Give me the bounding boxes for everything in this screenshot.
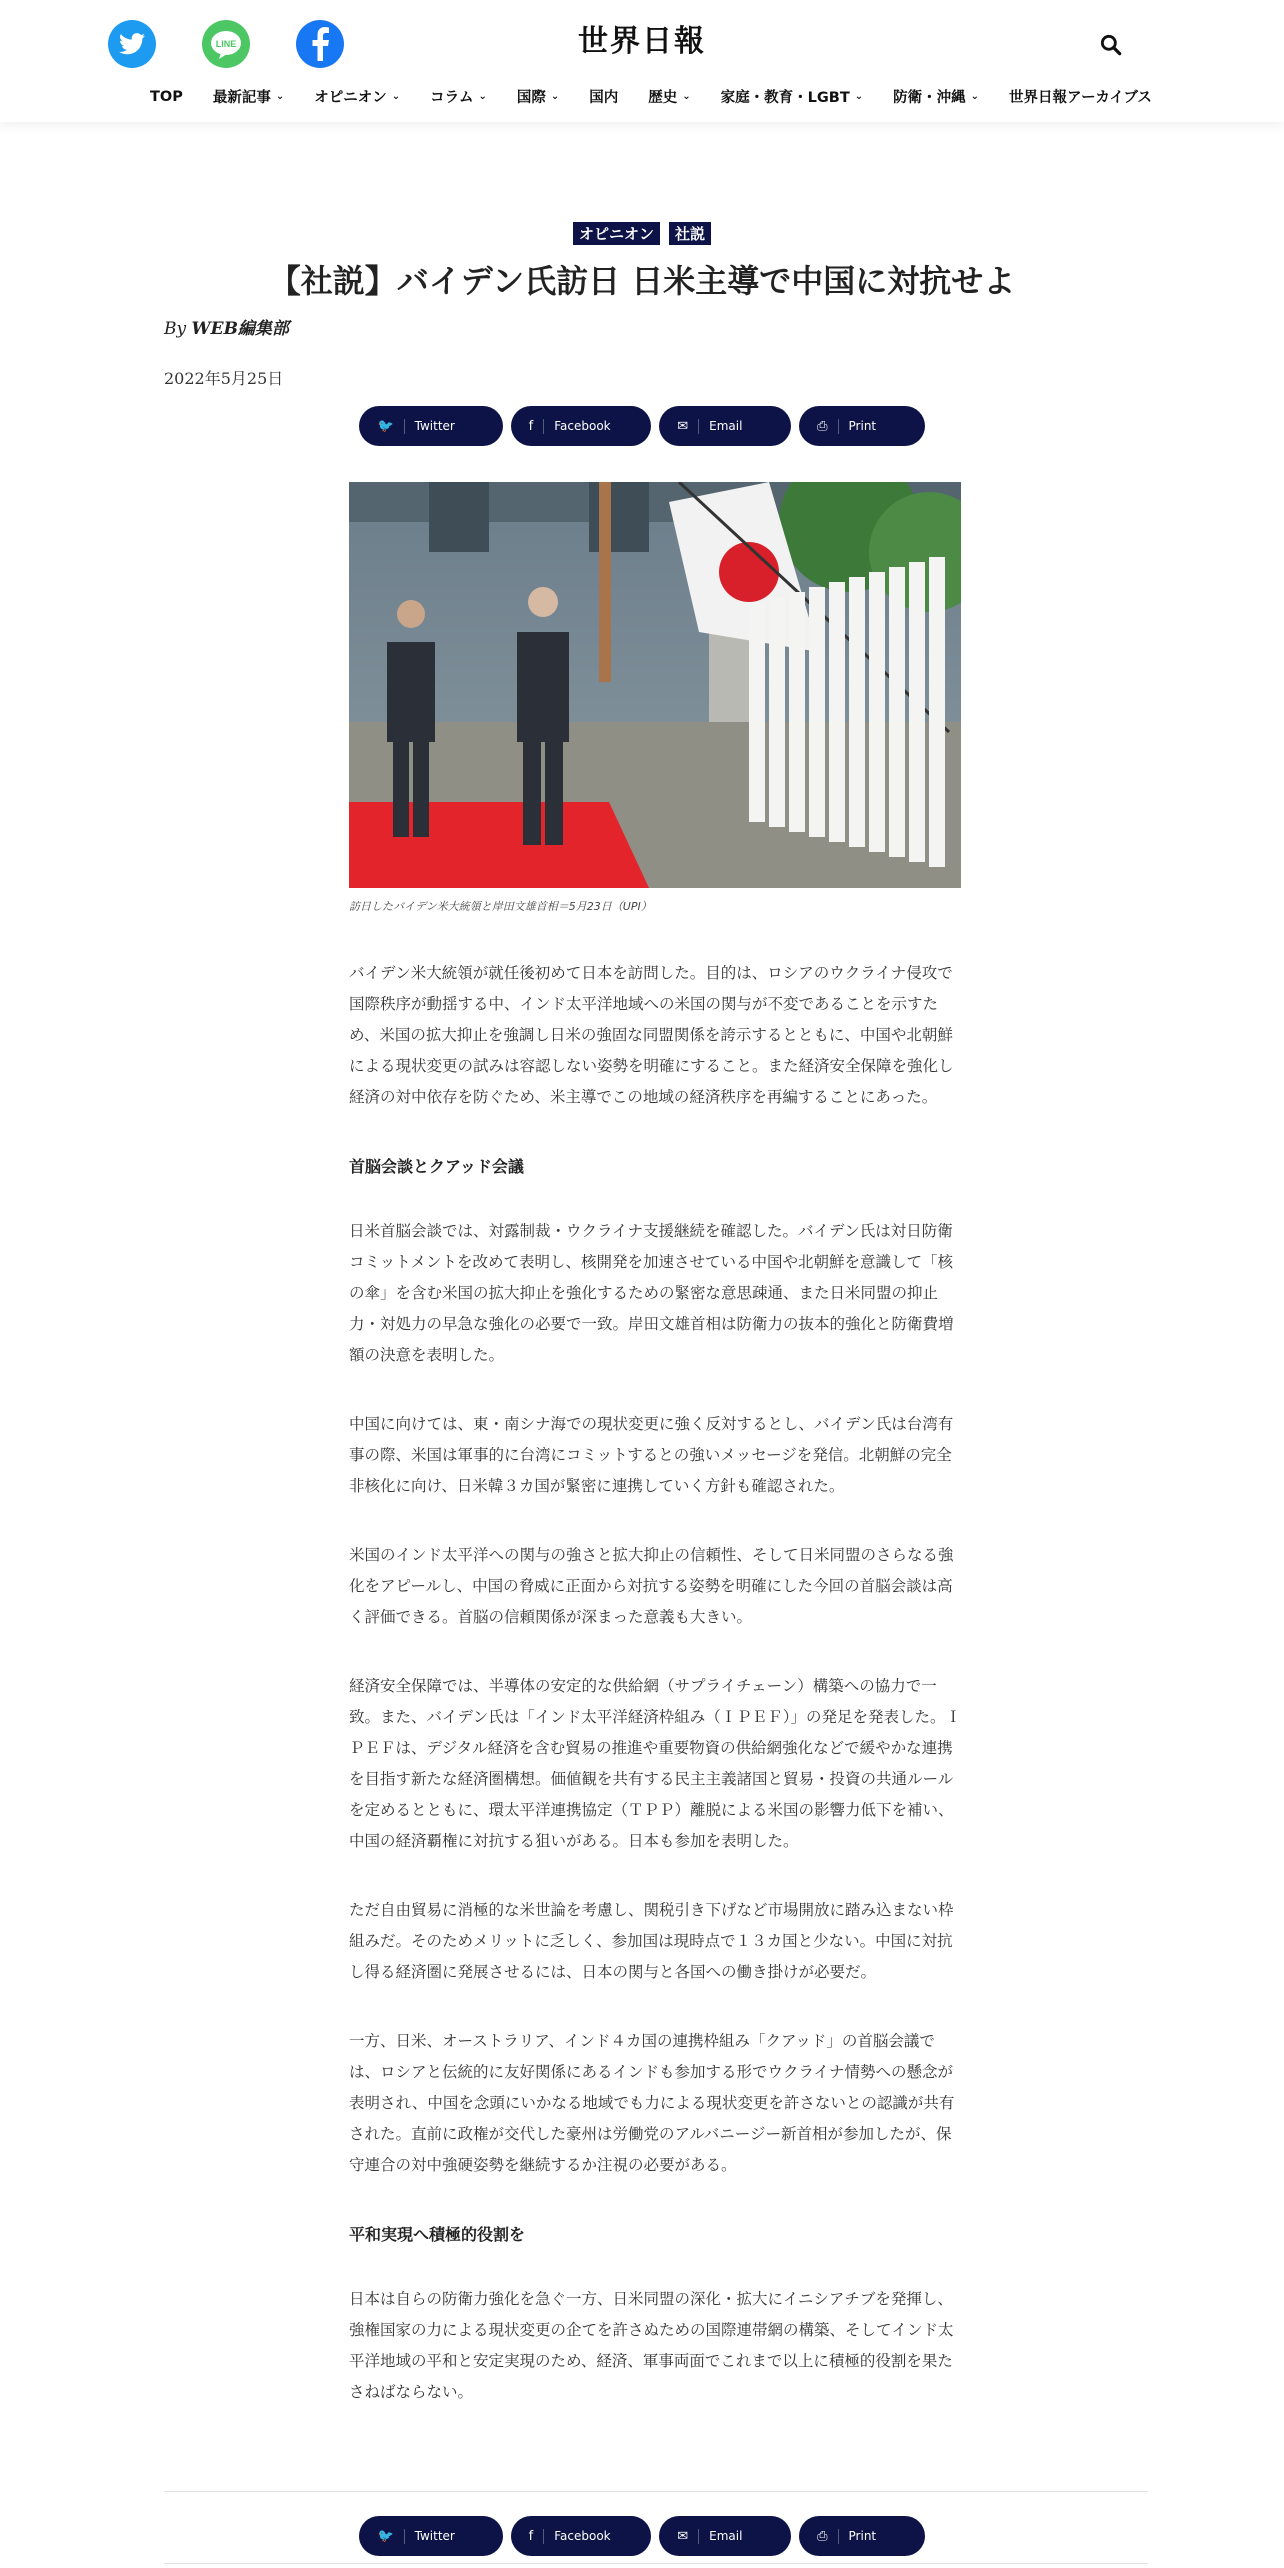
paragraph: 日米首脳会談では、対露制裁・ウクライナ支援継続を確認した。バイデン氏は対日防衛コミットメントを改めて表明し、核開発を加速させている中国や北朝鮮を意識して「核の傘」を含む米国の拡大抑止を強化するための緊密な意思疎通、また日米同盟の抑止力・対処力の早急な強化の必要で一致。岸田文雄首相は防衛力の抜本的強化と防衛費増額の決意を表明した。 [349, 1222, 954, 1364]
print-icon: ⎙ [817, 419, 838, 434]
category-tag-editorial[interactable]: 社説 [669, 222, 711, 245]
photo-caption: 訪日したバイデン米大統領と岸田文雄首相＝5月23日（UPI） [349, 900, 652, 913]
chevron-down-icon: ⌄ [550, 91, 560, 102]
paragraph: 米国のインド太平洋への関与の強さと拡大抑止の信頼性、そして日米同盟のさらなる強化をアピールし、中国の脅威に正面から対抗する姿勢を明確にした今回の首脳会談は高く評価できる。首脳の信頼関係が深まった意義も大きい。 [349, 1546, 954, 1626]
category-tags [0, 222, 1284, 245]
divider [164, 2563, 1148, 2564]
chevron-down-icon: ⌄ [854, 91, 864, 102]
section-heading: 首脳会談とクアッド会議 [349, 1157, 524, 1176]
chevron-down-icon: ⌄ [391, 91, 401, 102]
email-icon: ✉ [677, 2529, 699, 2544]
divider [164, 2491, 1148, 2492]
chevron-down-icon: ⌄ [682, 91, 691, 102]
share-twitter-button[interactable]: 🐦 Twitter [359, 2516, 502, 2556]
nav-item-history[interactable]: 歴史 ⌄ [648, 90, 691, 106]
chevron-down-icon: ⌄ [970, 91, 980, 102]
nav-item-domestic[interactable]: 国内 [589, 90, 619, 106]
search-button[interactable] [1098, 32, 1126, 60]
share-email-button[interactable]: ✉ Email [659, 406, 791, 446]
paragraph: 日本は自らの防衛力強化を急ぐ一方、日米同盟の深化・拡大にイニシアチブを発揮し、強権国家の力による現状変更の企てを許さぬための国際連帯網の構築、そしてインド太平洋地域の平和と安定実現のため、経済、軍事両面でこれまで以上に積極的役割を果たさねばならない。 [349, 2290, 954, 2401]
article-title: 【社説】バイデン氏訪日 日米主導で中国に対抗せよ [268, 262, 1016, 300]
paragraph: 一方、日米、オーストラリア、インド４カ国の連携枠組み「クアッド」の首脳会議では、ロシアと伝統的に友好関係にあるインドも参加する形でウクライナ情勢への懸念が表明され、中国を念頭にいかなる地域でも力による現状変更を許さないとの認識が共有された。直前に政権が交代した豪州は労働党のアルバニージー新首相が参加したが、保守連合の対中強硬姿勢を継続するか注視の必要がある。 [349, 2032, 955, 2174]
facebook-icon: f [529, 2529, 545, 2544]
byline [164, 314, 289, 339]
nav-item-family[interactable]: 家庭・教育・LGBT ⌄ [720, 90, 864, 106]
main-nav [150, 86, 1182, 107]
share-print-button[interactable]: ⎙ Print [799, 406, 924, 446]
section-heading: 平和実現へ積極的役割を [349, 2225, 526, 2244]
nav-item-opinion[interactable]: オピニオン ⌄ [314, 90, 401, 106]
share-facebook-button[interactable]: f Facebook [511, 2516, 652, 2556]
nav-item-column[interactable]: コラム ⌄ [430, 90, 487, 106]
nav-item-defense[interactable]: 防衛・沖縄 ⌄ [893, 90, 980, 106]
share-print-button[interactable]: ⎙ Print [799, 2516, 924, 2556]
article-photo [349, 482, 961, 888]
chevron-down-icon: ⌄ [275, 91, 285, 102]
nav-item-archives[interactable]: 世界日報アーカイブス [1009, 90, 1152, 106]
search-icon [1098, 32, 1124, 58]
nav-item-international[interactable]: 国際 ⌄ [516, 90, 560, 106]
share-bar-top [0, 406, 1284, 446]
print-icon: ⎙ [817, 2529, 838, 2544]
paragraph: 経済安全保障では、半導体の安定的な供給網（サプライチェーン）構築への協力で一致。また、バイデン氏は「インド太平洋経済枠組み（ＩＰＥＦ）」の発足を発表した。ＩＰＥＦは、デジタル経済を含む貿易の推進や重要物資の供給網強化などで緩やかな連携を目指す新たな経済圏構想。価値観を共有する民主主義諸国と貿易・投資の共通ルールを定めるとともに、環太平洋連携協定（ＴＰＰ）離脱による米国の影響力低下を補い、中国の経済覇権に対抗する狙いがある。日本も参加を表明した。 [349, 1677, 961, 1850]
article-body [349, 958, 961, 2446]
nav-item-latest[interactable]: 最新記事 ⌄ [212, 90, 285, 106]
svg-text:LINE: LINE [215, 39, 237, 49]
paragraph: ただ自由貿易に消極的な米世論を考慮し、関税引き下げなど市場開放に踏み込まない枠組みだ。そのためメリットに乏しく、参加国は現時点で１３カ国と少ない。中国に対抗し得る経済圏に発展させるには、日本の関与と各国への働き掛けが必要だ。 [349, 1901, 954, 1981]
share-email-button[interactable]: ✉ Email [659, 2516, 791, 2556]
email-icon: ✉ [677, 419, 699, 434]
facebook-icon: f [529, 419, 545, 434]
byline-prefix: By [164, 319, 187, 339]
publish-date: 2022年5月25日 [164, 369, 284, 388]
site-logo[interactable]: 世界日報 [578, 24, 706, 59]
share-bar-bottom [0, 2516, 1284, 2556]
author-link[interactable]: WEB編集部 [191, 319, 289, 339]
paragraph: バイデン米大統領が就任後初めて日本を訪問した。目的は、ロシアのウクライナ侵攻で国際秩序が動揺する中、インド太平洋地域への米国の関与が不変であることを示すため、米国の拡大抑止を強調し日米の強固な同盟関係を誇示するとともに、中国や北朝鮮による現状変更の試みは容認しない姿勢を明確にすること。また経済安全保障を強化し経済の対中依存を防ぐため、米主導でこの地域の経済秩序を再編することにあった。 [349, 964, 954, 1106]
paragraph: 中国に向けては、東・南シナ海での現状変更に強く反対するとし、バイデン氏は台湾有事の際、米国は軍事的に台湾にコミットするとの強いメッセージを発信。北朝鮮の完全非核化に向け、日米韓３カ国が緊密に連携していく方針も確認された。 [349, 1415, 954, 1495]
chevron-down-icon: ⌄ [478, 91, 487, 102]
category-tag-opinion[interactable]: オピニオン [573, 222, 660, 245]
nav-item-top[interactable]: TOP [150, 88, 183, 105]
share-facebook-button[interactable]: f Facebook [511, 406, 652, 446]
twitter-icon: 🐦 [377, 2529, 404, 2544]
share-twitter-button[interactable]: 🐦 Twitter [359, 406, 502, 446]
twitter-icon: 🐦 [377, 419, 404, 434]
site-header [0, 0, 1284, 122]
